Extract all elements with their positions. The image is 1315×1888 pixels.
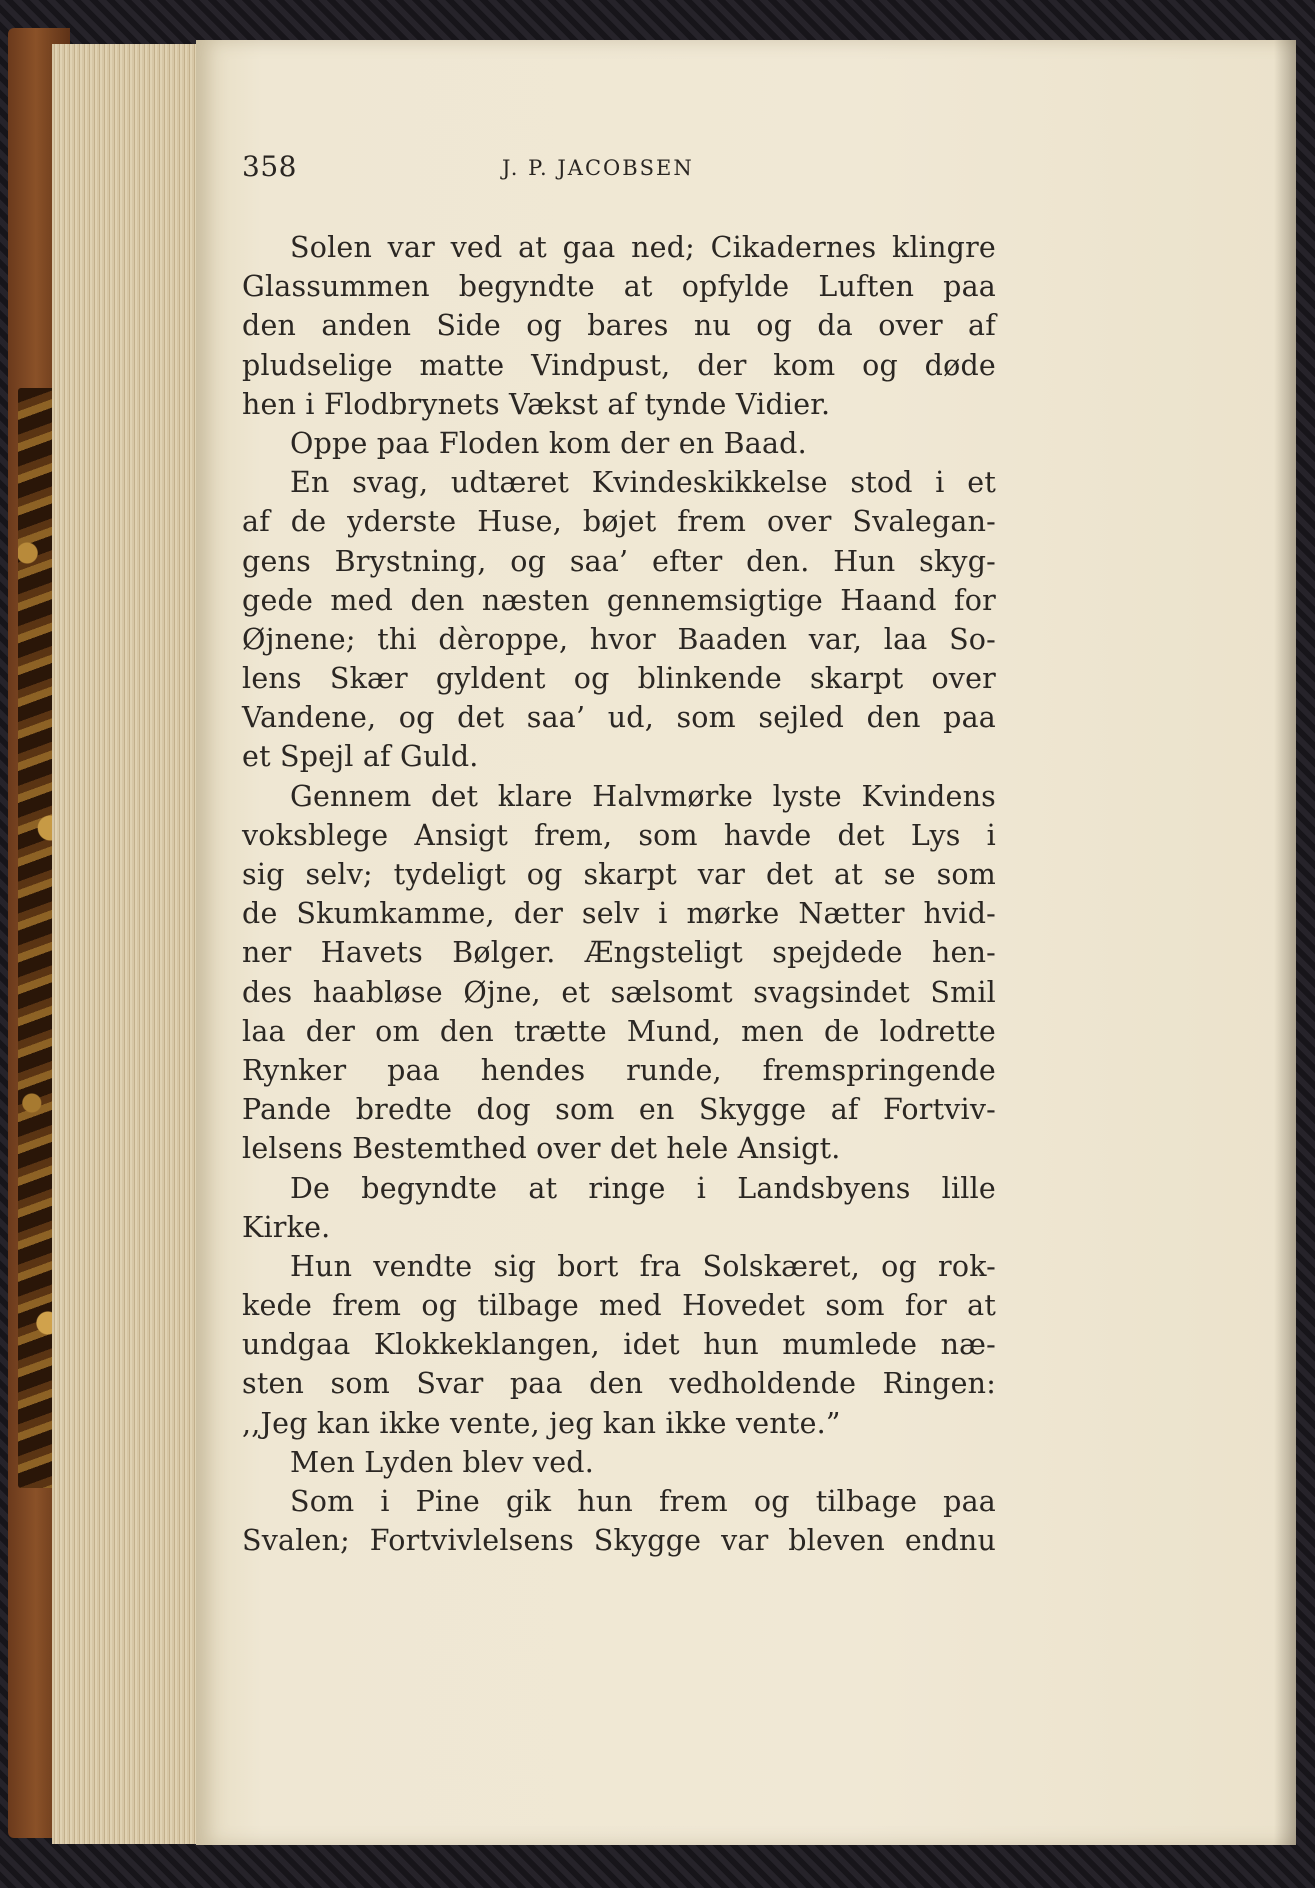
text-line: Oppe paa Floden kom der en Baad. — [290, 426, 807, 460]
text-line: de Skumkamme, der selv i mørke Nætter hvid- — [242, 897, 996, 931]
text-line: Men Lyden blev ved. — [290, 1445, 594, 1479]
text-line: Vandene, og det saa’ ud, som sejled den paa — [242, 701, 996, 735]
page-edges — [52, 44, 202, 1844]
text-line: ,,Jeg kan ikke vente, jeg kan ikke vente.” — [242, 1406, 841, 1440]
text-line: gens Brystning, og saa’ efter den. Hun skyg- — [242, 544, 996, 578]
text-line: des haabløse Øjne, et sælsomt svagsindet Smil — [242, 975, 996, 1009]
text-line: Som i Pine gik hun frem og tilbage paa — [290, 1485, 996, 1518]
text-line: De begyndte at ringe i Landsbyens lille — [290, 1171, 996, 1205]
text-line: pludselige matte Vindpust, der kom og døde — [242, 348, 996, 382]
text-line: undgaa Klokkeklangen, idet hun mumlede næ- — [242, 1328, 996, 1362]
text-line: lelsens Bestemthed over det hele Ansigt. — [242, 1132, 841, 1166]
text-line: hen i Flodbrynets Vækst af tynde Vidier. — [242, 387, 831, 421]
text-line: Rynker paa hendes runde, fremspringende — [242, 1053, 996, 1087]
text-line: af de yderste Huse, bøjet frem over Svalegan- — [242, 505, 996, 539]
text-line: Øjnene; thi dèroppe, hvor Baaden var, laa So- — [242, 622, 996, 656]
page-number: 358 — [242, 150, 297, 183]
text-line: voksblege Ansigt frem, som havde det Lys i — [242, 818, 996, 852]
text-line: sten som Svar paa den vedholdende Ringen: — [242, 1367, 996, 1401]
text-line: Pande bredte dog som en Skygge af Fortviv- — [242, 1093, 996, 1127]
text-line: Gennem det klare Halvmørke lyste Kvindens — [290, 779, 996, 813]
text-line: Glassummen begyndte at opfylde Luften paa — [242, 270, 996, 304]
running-head — [242, 150, 1022, 190]
text-line: laa der om den trætte Mund, men de lodrette — [242, 1014, 996, 1048]
running-title: J. P. JACOBSEN — [502, 156, 694, 180]
text-line: gede med den næsten gennemsigtige Haand for — [242, 583, 996, 617]
text-line: En svag, udtæret Kvindeskikkelse stod i et — [290, 466, 996, 500]
text-line: Kirke. — [242, 1210, 331, 1244]
body-text — [242, 228, 996, 1560]
text-line: et Spejl af Guld. — [242, 740, 479, 774]
text-line: sig selv; tydeligt og skarpt var det at se som — [242, 858, 996, 891]
text-line: Svalen; Fortvivlelsens Skygge var bleven endnu — [242, 1524, 996, 1558]
spine-shadow — [1274, 40, 1296, 1845]
text-line: lens Skær gyldent og blinkende skarpt over — [242, 662, 996, 696]
text-line: den anden Side og bares nu og da over af — [242, 309, 996, 343]
text-line: Hun vendte sig bort fra Solskæret, og rok- — [290, 1249, 996, 1283]
text-line: kede frem og tilbage med Hovedet som for at — [242, 1289, 996, 1323]
text-line: Solen var ved at gaa ned; Cikadernes klingre — [290, 231, 996, 264]
text-line: ner Havets Bølger. Ængsteligt spejdede hen- — [242, 936, 996, 970]
